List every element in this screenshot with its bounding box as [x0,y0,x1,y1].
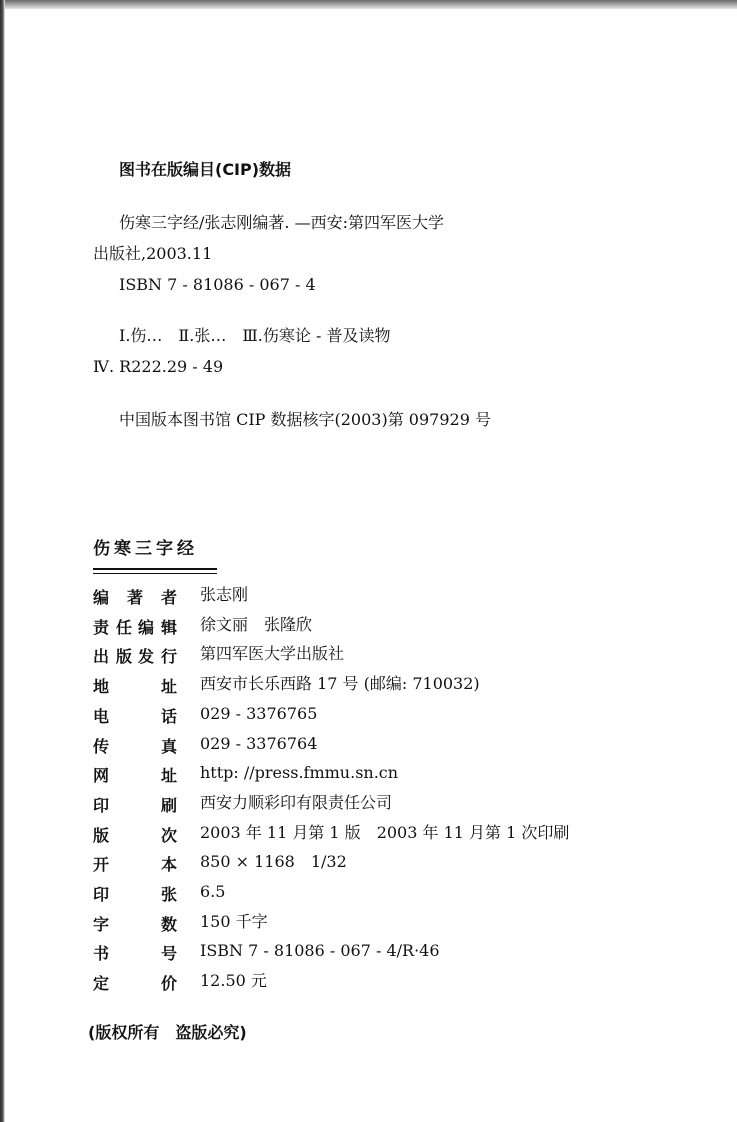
detail-value: 850 × 1168 1/32 [200,852,347,871]
detail-label: 责 任 编 辑 [93,618,178,637]
detail-label: 书 号 [93,944,178,963]
copyright-notice: (版权所有 盗版必究) [88,1023,247,1042]
detail-value: 029 - 3376764 [200,734,318,753]
detail-value: 第四军医大学出版社 [200,644,345,663]
cip-subjects-1: Ⅰ.伤… Ⅱ.张… Ⅲ.伤寒论 - 普及读物 [119,326,391,345]
detail-value: 029 - 3376765 [200,704,318,723]
detail-label: 版 次 [93,826,178,845]
detail-label: 字 数 [93,915,178,934]
scan-edge-top [0,0,737,9]
cip-line-2: 出版社,2003.11 [93,244,213,263]
detail-label: 定 价 [93,974,178,993]
detail-label: 地 址 [93,677,178,696]
detail-label: 网 址 [93,766,178,785]
detail-value: 西安力顺彩印有限责任公司 [200,793,393,812]
title-rule-thin [93,573,217,574]
detail-value: 150 千字 [200,912,268,931]
detail-value: 12.50 元 [200,971,267,990]
detail-value: 6.5 [200,882,226,901]
detail-value: 西安市长乐西路 17 号 (邮编: 710032) [200,674,480,693]
detail-value: 张志刚 [200,585,249,604]
detail-value: ISBN 7 - 81086 - 067 - 4/R·46 [200,941,440,960]
detail-label: 编 著 者 [93,588,178,607]
detail-label: 印 张 [93,885,178,904]
detail-value: 2003 年 11 月第 1 版 2003 年 11 月第 1 次印刷 [200,823,570,842]
title-rule-thick [93,568,217,570]
detail-label: 传 真 [93,737,178,756]
detail-value: http: //press.fmmu.sn.cn [200,763,399,782]
cip-line-1: 伤寒三字经/张志刚编著. —西安:第四军医大学 [119,213,444,232]
detail-label: 开 本 [93,855,178,874]
detail-label: 电 话 [93,707,178,726]
cip-heading: 图书在版编目(CIP)数据 [119,160,292,179]
book-title: 伤寒三字经 [93,539,198,559]
cip-subjects-2: Ⅳ. R222.29 - 49 [93,357,224,376]
cip-number: 中国版本图书馆 CIP 数据核字(2003)第 097929 号 [119,410,491,429]
detail-label: 出 版 发 行 [93,647,178,666]
scan-edge-left [0,0,5,1122]
detail-label: 印 刷 [93,796,178,815]
detail-value: 徐文丽 张隆欣 [200,615,313,634]
cip-isbn: ISBN 7 - 81086 - 067 - 4 [119,275,316,294]
